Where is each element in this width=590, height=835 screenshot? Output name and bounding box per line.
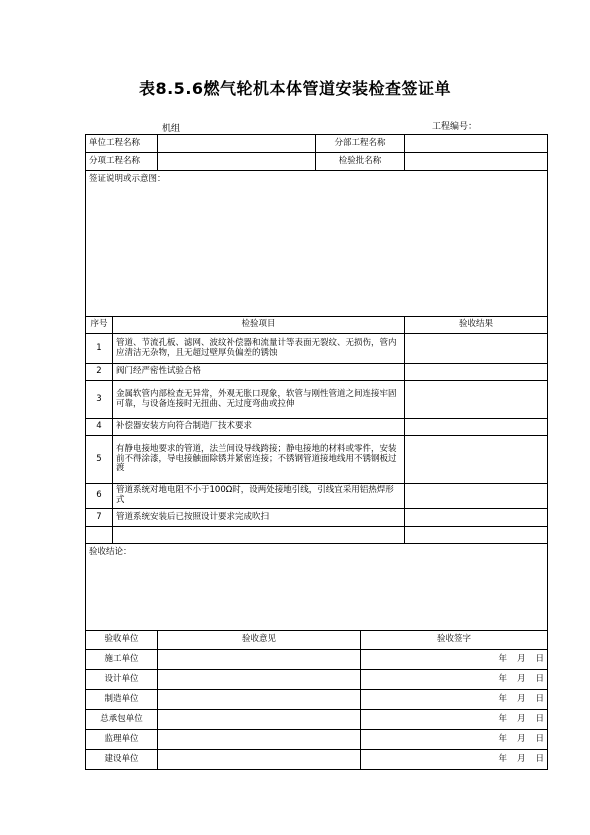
year-label: 年 [498,713,507,724]
table-row [86,484,548,509]
note-label: 签证说明或示意图： [89,174,166,184]
row-no: 7 [86,509,113,527]
sign-opinion[interactable] [158,730,361,750]
row-result[interactable] [405,527,548,544]
page-title: 表8.5.6燃气轮机本体管道安装检查签证单 [138,79,452,98]
sign-unit: 建设单位 [86,750,158,770]
sign-opinion[interactable] [158,710,361,730]
col-header-sign: 验收签字 [361,631,548,650]
month-label: 月 [517,713,526,724]
sign-date[interactable] [361,690,548,710]
col-header-no: 序号 [86,317,113,334]
row-item [113,527,405,544]
unit-project-value[interactable] [158,135,316,153]
table-row [86,381,548,419]
month-label: 月 [517,733,526,744]
col-header-unit: 验收单位 [86,631,158,650]
col-header-result: 验收结果 [405,317,548,334]
row-result[interactable] [405,419,548,436]
table-row [86,436,548,484]
day-label: 日 [535,733,545,744]
row-no: 6 [86,484,113,509]
day-label: 日 [535,753,545,764]
day-label: 日 [535,693,545,704]
project-no-label: 工程编号： [432,122,478,132]
sign-date[interactable] [361,650,548,670]
year-label: 年 [498,673,507,684]
row-no [86,527,113,544]
sign-date[interactable] [361,670,548,690]
row-item: 管道、节流孔板、滤网、波纹补偿器和流量计等表面无裂纹、无损伤，管内应清洁无杂物，且无超过壁厚负偏差的锈蚀 [113,334,405,364]
row-no: 2 [86,364,113,381]
batch-value[interactable] [405,153,548,171]
sub-project-label: 分部工程名称 [316,135,405,153]
row-result[interactable] [405,509,548,527]
col-header-item: 检验项目 [113,317,405,334]
table-row [86,509,548,527]
row-item: 管道系统对地电阻不小于100Ω时，设两处接地引线，引线宜采用铝热焊形式 [113,484,405,509]
sign-row [86,690,548,710]
sign-unit: 设计单位 [86,670,158,690]
sign-unit: 总承包单位 [86,710,158,730]
month-label: 月 [517,753,526,764]
day-label: 日 [535,713,545,724]
row-result[interactable] [405,436,548,484]
sign-row [86,650,548,670]
year-label: 年 [498,733,507,744]
sign-row [86,750,548,770]
row-no: 3 [86,381,113,419]
row-item: 管道系统安装后已按照设计要求完成吹扫 [113,509,405,527]
row-item: 阀门经严密性试验合格 [113,364,405,381]
unit-project-label: 单位工程名称 [86,135,158,153]
table-row [86,364,548,381]
sign-unit: 监理单位 [86,730,158,750]
batch-label: 检验批名称 [316,153,405,171]
year-label: 年 [498,753,507,764]
month-label: 月 [517,693,526,704]
sign-row [86,670,548,690]
month-label: 月 [517,673,526,684]
month-label: 月 [517,653,526,664]
row-result[interactable] [405,381,548,419]
item-project-value[interactable] [158,153,316,171]
col-header-opinion: 验收意见 [158,631,361,650]
row-result[interactable] [405,364,548,381]
unit-label: 机组 [162,124,181,134]
sign-unit: 制造单位 [86,690,158,710]
year-label: 年 [498,653,507,664]
inspection-form [85,134,548,770]
year-label: 年 [498,693,507,704]
sign-unit: 施工单位 [86,650,158,670]
conclusion-area[interactable] [86,544,548,631]
row-item: 有静电接地要求的管道，法兰间设导线跨接；静电接地的材料或零件，安装前不得涂漆，导电接触面除锈并紧密连接；不锈钢管道接地线用不锈钢板过渡 [113,436,405,484]
sign-date[interactable] [361,750,548,770]
sign-row [86,730,548,750]
day-label: 日 [535,653,545,664]
day-label: 日 [535,673,545,684]
sub-project-value[interactable] [405,135,548,153]
note-area[interactable] [86,171,548,317]
row-no: 4 [86,419,113,436]
sign-opinion[interactable] [158,750,361,770]
sign-date[interactable] [361,710,548,730]
row-item: 补偿器安装方向符合制造厂技术要求 [113,419,405,436]
row-result[interactable] [405,484,548,509]
item-project-label: 分项工程名称 [86,153,158,171]
sign-opinion[interactable] [158,650,361,670]
sign-row [86,710,548,730]
table-row [86,334,548,364]
row-no: 5 [86,436,113,484]
table-row [86,419,548,436]
row-no: 1 [86,334,113,364]
table-row [86,527,548,544]
sign-opinion[interactable] [158,670,361,690]
sign-date[interactable] [361,730,548,750]
sign-opinion[interactable] [158,690,361,710]
conclusion-label: 验收结论： [89,547,132,557]
row-result[interactable] [405,334,548,364]
row-item: 金属软管内部检查无异常，外观无胀口现象，软管与刚性管道之间连接牢固可靠，与设备连接时无扭曲、无过度弯曲或拉伸 [113,381,405,419]
